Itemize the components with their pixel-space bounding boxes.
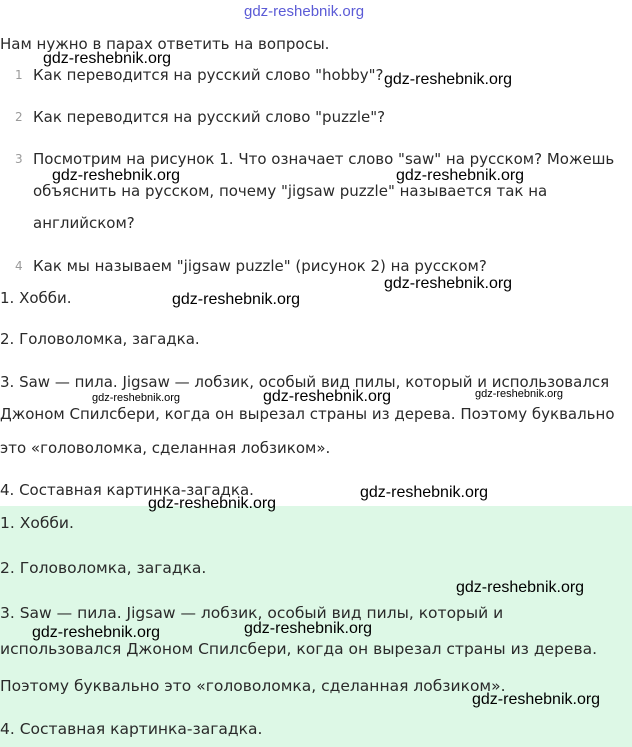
question-number: 4: [15, 259, 23, 273]
answer-3-line-1: 3. Saw — пила. Jigsaw — лобзик, особый вид пилы, который и: [0, 604, 504, 622]
question-text: Как переводится на русский слово "puzzle"?: [33, 108, 386, 126]
answer-2: 2. Головоломка, загадка.: [0, 559, 207, 577]
watermark: gdz-reshebnik.org: [263, 388, 392, 405]
answer-3-line-3: это «головоломка, сделанная лобзиком».: [0, 439, 331, 457]
watermark: gdz-reshebnik.org: [148, 495, 277, 512]
question-text: объяснить на русском, почему "jigsaw puzzle" называется так на: [33, 182, 548, 200]
answer-2: 2. Головоломка, загадка.: [0, 330, 200, 348]
watermark: gdz-reshebnik.org: [32, 624, 161, 641]
question-number: 1: [15, 68, 23, 82]
answer-3-line-2: использовался Джоном Спилсбери, когда он вырезал страны из дерева.: [0, 640, 598, 658]
answer-3-line-1: 3. Saw — пила. Jigsaw — лобзик, особый вид пилы, который и использовался: [0, 373, 610, 391]
watermark: gdz-reshebnik.org: [456, 579, 585, 596]
watermark: gdz-reshebnik.org: [472, 691, 601, 708]
site-title[interactable]: gdz-reshebnik.org: [244, 3, 365, 20]
answer-4: 4. Составная картинка-загадка.: [0, 481, 254, 499]
watermark: gdz-reshebnik.org: [52, 167, 181, 184]
question-number: 3: [15, 152, 23, 166]
watermark: gdz-reshebnik.org: [384, 71, 513, 88]
answer-3-line-3: Поэтому буквально это «головоломка, сделанная лобзиком».: [0, 677, 506, 695]
watermark: gdz-reshebnik.org: [384, 275, 513, 292]
watermark: gdz-reshebnik.org: [172, 291, 301, 308]
question-number: 2: [15, 110, 23, 124]
watermark: gdz-reshebnik.org: [360, 484, 489, 501]
answer-1: 1. Хобби.: [0, 514, 74, 532]
watermark: gdz-reshebnik.org: [92, 392, 181, 404]
question-text: Посмотрим на рисунок 1. Что означает слово "saw" на русском? Можешь: [33, 150, 615, 168]
question-text: Как мы называем "jigsaw puzzle" (рисунок 2) на русском?: [33, 257, 487, 275]
watermark: gdz-reshebnik.org: [396, 167, 525, 184]
intro-text: Нам нужно в парах ответить на вопросы.: [0, 35, 330, 53]
watermark: gdz-reshebnik.org: [43, 50, 172, 67]
watermark: gdz-reshebnik.org: [475, 388, 564, 400]
answer-4: 4. Составная картинка-загадка.: [0, 720, 263, 738]
answer-3-line-2: Джоном Спилсбери, когда он вырезал страны из дерева. Поэтому буквально: [0, 405, 615, 423]
watermark: gdz-reshebnik.org: [244, 620, 373, 637]
question-text: Как переводится на русский слово "hobby"?: [33, 66, 384, 84]
answer-1: 1. Хобби.: [0, 289, 72, 307]
question-text: английском?: [33, 214, 135, 232]
